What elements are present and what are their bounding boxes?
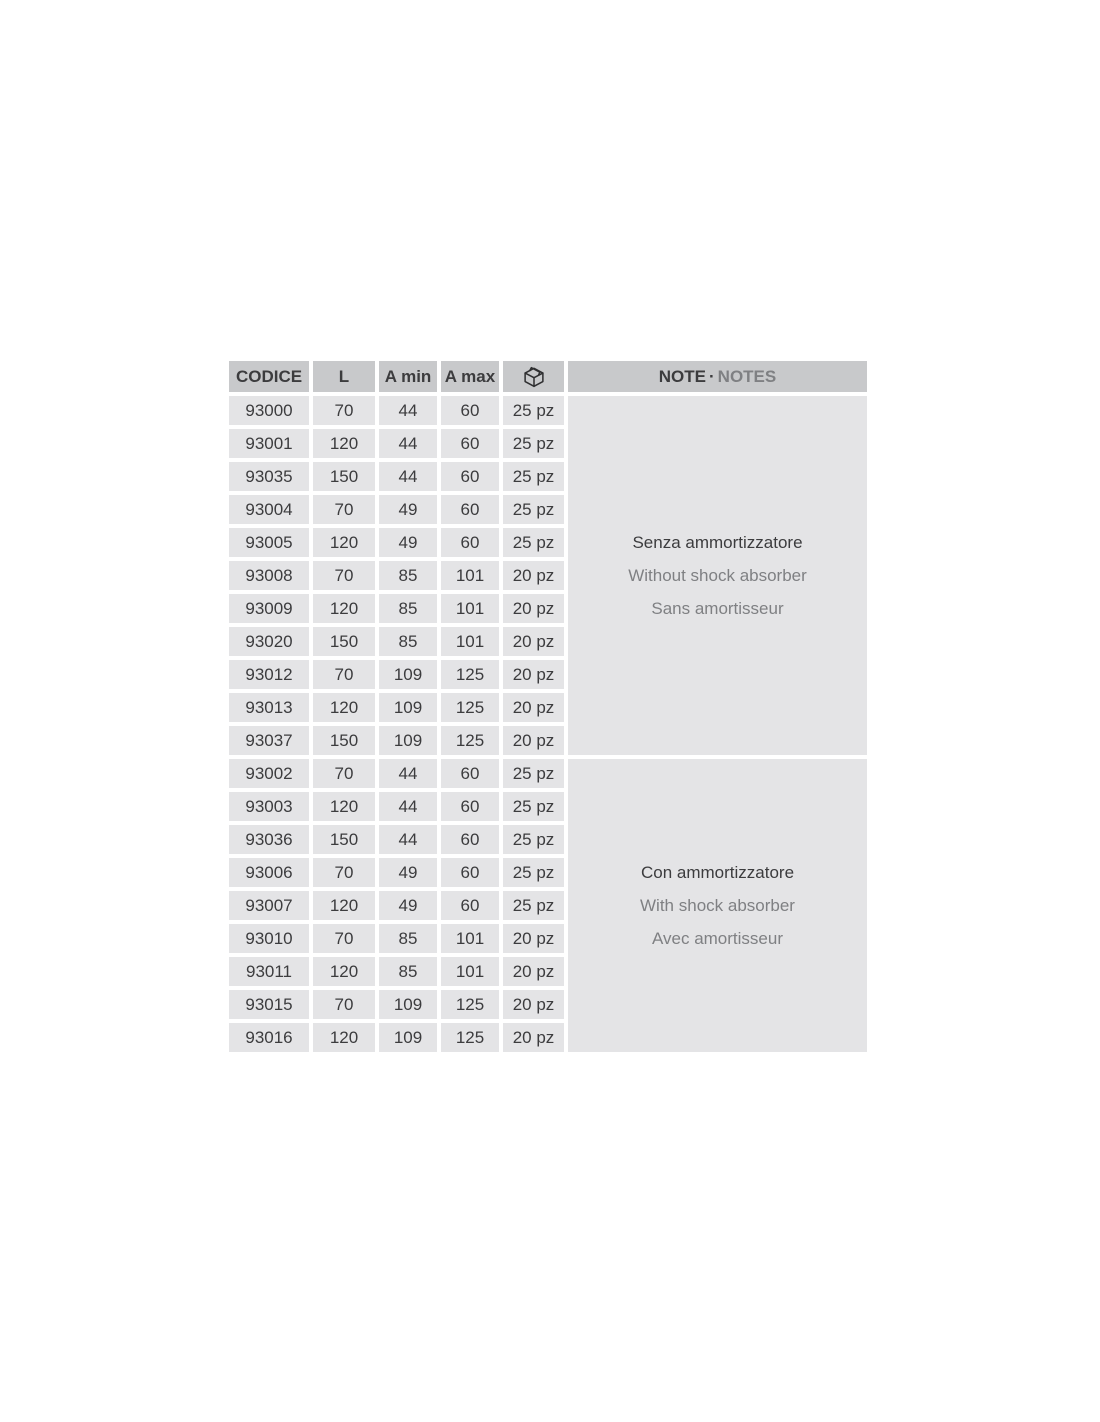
cell-pack: 25 pz <box>503 858 564 887</box>
cell-codice: 93020 <box>229 627 309 656</box>
cell-a-max: 101 <box>441 594 499 623</box>
cell-l: 70 <box>313 396 375 425</box>
cell-pack: 25 pz <box>503 891 564 920</box>
cell-a-min: 44 <box>379 792 437 821</box>
cell-a-min: 109 <box>379 990 437 1019</box>
note-cell-group-2 <box>568 759 867 1052</box>
note-cell-group-1 <box>568 396 867 755</box>
cell-l: 70 <box>313 660 375 689</box>
cell-a-max: 60 <box>441 495 499 524</box>
column-header-codice: CODICE <box>229 361 309 392</box>
cell-pack: 25 pz <box>503 462 564 491</box>
cell-codice: 93000 <box>229 396 309 425</box>
cell-pack: 25 pz <box>503 759 564 788</box>
catalog-table-wrap <box>225 357 871 1056</box>
cell-codice: 93037 <box>229 726 309 755</box>
cell-l: 150 <box>313 627 375 656</box>
cell-a-min: 85 <box>379 924 437 953</box>
cell-pack: 25 pz <box>503 495 564 524</box>
cell-pack: 20 pz <box>503 726 564 755</box>
cell-a-min: 49 <box>379 495 437 524</box>
cell-pack: 25 pz <box>503 396 564 425</box>
cell-pack: 20 pz <box>503 594 564 623</box>
cell-codice: 93004 <box>229 495 309 524</box>
cell-l: 70 <box>313 495 375 524</box>
note-header-secondary: NOTES <box>717 366 777 386</box>
cell-pack: 25 pz <box>503 792 564 821</box>
cell-a-min: 85 <box>379 561 437 590</box>
cell-codice: 93008 <box>229 561 309 590</box>
note-line-fr: Sans amortisseur <box>651 599 784 618</box>
cell-pack: 20 pz <box>503 693 564 722</box>
cell-codice: 93002 <box>229 759 309 788</box>
cell-pack: 20 pz <box>503 957 564 986</box>
cell-l: 70 <box>313 858 375 887</box>
cell-a-min: 44 <box>379 759 437 788</box>
table-row <box>229 759 867 788</box>
cell-a-min: 49 <box>379 891 437 920</box>
note-line-it: Senza ammortizzatore <box>632 533 803 552</box>
cell-a-max: 60 <box>441 759 499 788</box>
cell-a-max: 101 <box>441 561 499 590</box>
note-line-en: Without shock absorber <box>628 566 807 585</box>
cell-pack: 20 pz <box>503 627 564 656</box>
cell-l: 120 <box>313 792 375 821</box>
note-line-fr: Avec amortisseur <box>651 929 783 948</box>
cell-a-max: 60 <box>441 429 499 458</box>
cell-a-max: 60 <box>441 396 499 425</box>
cell-a-min: 109 <box>379 726 437 755</box>
cell-l: 120 <box>313 957 375 986</box>
note-header-separator: · <box>709 366 715 386</box>
cell-l: 150 <box>313 726 375 755</box>
cell-pack: 25 pz <box>503 429 564 458</box>
cell-codice: 93010 <box>229 924 309 953</box>
cell-a-min: 49 <box>379 528 437 557</box>
cell-l: 70 <box>313 990 375 1019</box>
cell-codice: 93009 <box>229 594 309 623</box>
note-line-it: Con ammortizzatore <box>640 863 795 882</box>
cell-l: 120 <box>313 594 375 623</box>
cell-pack: 25 pz <box>503 528 564 557</box>
cell-pack: 20 pz <box>503 1023 564 1052</box>
column-header-pack <box>503 361 564 392</box>
cell-pack: 20 pz <box>503 660 564 689</box>
cell-pack: 20 pz <box>503 990 564 1019</box>
cell-a-max: 60 <box>441 891 499 920</box>
column-header-a-min: A min <box>379 361 437 392</box>
column-header-a-max: A max <box>441 361 499 392</box>
cell-a-min: 44 <box>379 462 437 491</box>
cell-a-max: 60 <box>441 825 499 854</box>
cell-a-max: 60 <box>441 792 499 821</box>
cell-a-min: 44 <box>379 429 437 458</box>
cell-a-min: 85 <box>379 627 437 656</box>
cell-a-max: 125 <box>441 693 499 722</box>
cell-codice: 93006 <box>229 858 309 887</box>
cell-a-min: 109 <box>379 1023 437 1052</box>
column-header-note <box>568 361 867 392</box>
cell-pack: 20 pz <box>503 561 564 590</box>
cell-codice: 93016 <box>229 1023 309 1052</box>
cell-l: 70 <box>313 759 375 788</box>
product-table <box>225 357 871 1056</box>
cell-codice: 93003 <box>229 792 309 821</box>
header-row <box>229 361 867 392</box>
cell-a-max: 60 <box>441 462 499 491</box>
cell-codice: 93036 <box>229 825 309 854</box>
cell-a-max: 60 <box>441 858 499 887</box>
cell-a-min: 44 <box>379 825 437 854</box>
cell-codice: 93011 <box>229 957 309 986</box>
cell-codice: 93005 <box>229 528 309 557</box>
cell-a-max: 101 <box>441 627 499 656</box>
table-row <box>229 396 867 425</box>
cell-codice: 93015 <box>229 990 309 1019</box>
cell-codice: 93012 <box>229 660 309 689</box>
cell-a-min: 109 <box>379 693 437 722</box>
cell-a-max: 125 <box>441 990 499 1019</box>
cell-l: 70 <box>313 924 375 953</box>
cell-pack: 20 pz <box>503 924 564 953</box>
cell-a-min: 85 <box>379 594 437 623</box>
cell-a-max: 125 <box>441 1023 499 1052</box>
table-body <box>229 396 867 1052</box>
cell-a-min: 49 <box>379 858 437 887</box>
note-header-primary: NOTE <box>658 366 706 386</box>
cell-codice: 93007 <box>229 891 309 920</box>
cell-a-min: 85 <box>379 957 437 986</box>
package-icon <box>521 364 547 390</box>
cell-l: 120 <box>313 528 375 557</box>
cell-l: 120 <box>313 693 375 722</box>
column-header-l: L <box>313 361 375 392</box>
cell-a-max: 101 <box>441 957 499 986</box>
cell-a-min: 44 <box>379 396 437 425</box>
cell-a-max: 101 <box>441 924 499 953</box>
cell-l: 120 <box>313 429 375 458</box>
cell-pack: 25 pz <box>503 825 564 854</box>
cell-l: 150 <box>313 825 375 854</box>
cell-l: 150 <box>313 462 375 491</box>
cell-a-min: 109 <box>379 660 437 689</box>
cell-l: 70 <box>313 561 375 590</box>
cell-l: 120 <box>313 1023 375 1052</box>
cell-codice: 93035 <box>229 462 309 491</box>
note-line-en: With shock absorber <box>640 896 795 915</box>
cell-a-max: 60 <box>441 528 499 557</box>
cell-codice: 93013 <box>229 693 309 722</box>
cell-a-max: 125 <box>441 660 499 689</box>
cell-codice: 93001 <box>229 429 309 458</box>
cell-l: 120 <box>313 891 375 920</box>
cell-a-max: 125 <box>441 726 499 755</box>
